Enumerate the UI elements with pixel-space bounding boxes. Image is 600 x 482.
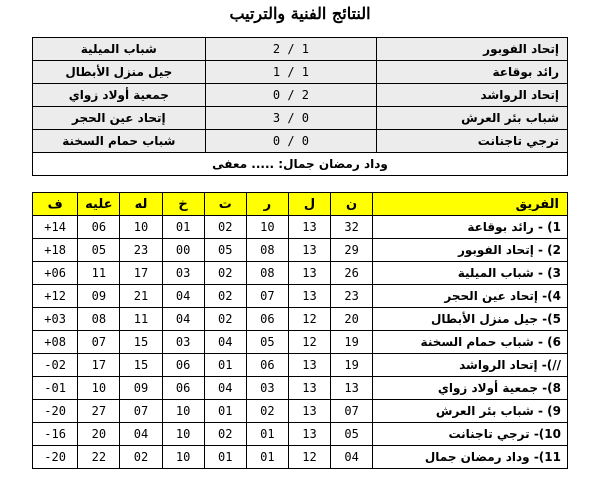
team-name: 8)- جمعية أولاد زواي <box>373 377 568 400</box>
standings-header-row <box>33 193 568 216</box>
team-name: 2) - إتحاد الفوبور <box>373 239 568 262</box>
played-cell: 13 <box>288 400 330 423</box>
goal-diff-cell: +08 <box>33 331 78 354</box>
lost-cell: 10 <box>162 446 204 469</box>
played-cell: 12 <box>288 446 330 469</box>
team-name: 9) - شباب بئر العرش <box>373 400 568 423</box>
header-drawn: ت <box>204 193 246 216</box>
header-goals-against: عليه <box>78 193 120 216</box>
header-lost: خ <box>162 193 204 216</box>
home-team: شباب بئر العرش <box>377 107 568 130</box>
away-team: شباب حمام السخنة <box>33 130 206 153</box>
goals-against-cell: 20 <box>78 423 120 446</box>
drawn-cell: 05 <box>204 239 246 262</box>
played-cell: 13 <box>288 239 330 262</box>
points-cell: 07 <box>331 400 373 423</box>
header-points: ن <box>331 193 373 216</box>
points-cell: 19 <box>331 354 373 377</box>
won-cell: 03 <box>246 377 288 400</box>
goals-for-cell: 11 <box>120 308 162 331</box>
goals-for-cell: 07 <box>120 400 162 423</box>
team-name: 11)- وداد رمضان جمال <box>373 446 568 469</box>
team-name: 1) - رائد بوقاعة <box>373 216 568 239</box>
header-played: ل <box>288 193 330 216</box>
lost-cell: 01 <box>162 216 204 239</box>
match-score: 0 / 0 <box>205 130 377 153</box>
standings-body <box>33 216 568 469</box>
header-goal-diff: ف <box>33 193 78 216</box>
played-cell: 13 <box>288 423 330 446</box>
standings-row <box>33 377 568 400</box>
goals-for-cell: 15 <box>120 354 162 377</box>
standings-row <box>33 216 568 239</box>
bye-note: وداد رمضان جمال: ..... معفى <box>33 153 568 176</box>
lost-cell: 03 <box>162 331 204 354</box>
drawn-cell: 02 <box>204 285 246 308</box>
team-name: 10)- ترجي تاجنانت <box>373 423 568 446</box>
won-cell: 06 <box>246 308 288 331</box>
played-cell: 12 <box>288 308 330 331</box>
header-team: الفريق <box>373 193 568 216</box>
lost-cell: 10 <box>162 400 204 423</box>
drawn-cell: 04 <box>204 331 246 354</box>
drawn-cell: 01 <box>204 446 246 469</box>
drawn-cell: 02 <box>204 423 246 446</box>
lost-cell: 03 <box>162 262 204 285</box>
goals-for-cell: 21 <box>120 285 162 308</box>
goal-diff-cell: +12 <box>33 285 78 308</box>
won-cell: 01 <box>246 423 288 446</box>
match-score: 1 / 1 <box>205 61 377 84</box>
away-team: إتحاد عين الحجر <box>33 107 206 130</box>
played-cell: 12 <box>288 331 330 354</box>
goal-diff-cell: -20 <box>33 400 78 423</box>
goal-diff-cell: +06 <box>33 262 78 285</box>
bye-row <box>33 153 568 176</box>
drawn-cell: 02 <box>204 262 246 285</box>
goals-for-cell: 04 <box>120 423 162 446</box>
team-name: 4)- إتحاد عين الحجر <box>373 285 568 308</box>
lost-cell: 06 <box>162 377 204 400</box>
team-name: 6) - شباب حمام السخنة <box>373 331 568 354</box>
drawn-cell: 04 <box>204 377 246 400</box>
page-title: النتائج الفنية والترتيب <box>229 4 371 23</box>
match-score: 3 / 0 <box>205 107 377 130</box>
standings-row <box>33 285 568 308</box>
lost-cell: 00 <box>162 239 204 262</box>
results-body <box>33 38 568 176</box>
result-row <box>33 61 568 84</box>
goals-for-cell: 15 <box>120 331 162 354</box>
away-team: جمعية أولاد زواي <box>33 84 206 107</box>
result-row <box>33 38 568 61</box>
drawn-cell: 01 <box>204 354 246 377</box>
goals-against-cell: 09 <box>78 285 120 308</box>
won-cell: 06 <box>246 354 288 377</box>
drawn-cell: 02 <box>204 216 246 239</box>
lost-cell: 04 <box>162 308 204 331</box>
played-cell: 13 <box>288 262 330 285</box>
won-cell: 05 <box>246 331 288 354</box>
played-cell: 13 <box>288 354 330 377</box>
goal-diff-cell: -02 <box>33 354 78 377</box>
goals-against-cell: 22 <box>78 446 120 469</box>
goals-against-cell: 07 <box>78 331 120 354</box>
won-cell: 08 <box>246 262 288 285</box>
goals-against-cell: 11 <box>78 262 120 285</box>
goal-diff-cell: +03 <box>33 308 78 331</box>
results-table <box>32 37 568 176</box>
goals-for-cell: 10 <box>120 216 162 239</box>
home-team: ترجي تاجنانت <box>377 130 568 153</box>
points-cell: 19 <box>331 331 373 354</box>
goals-against-cell: 27 <box>78 400 120 423</box>
standings-row <box>33 308 568 331</box>
goal-diff-cell: +18 <box>33 239 78 262</box>
result-row <box>33 130 568 153</box>
won-cell: 08 <box>246 239 288 262</box>
home-team: إتحاد الرواشد <box>377 84 568 107</box>
points-cell: 20 <box>331 308 373 331</box>
away-team: جيل منزل الأبطال <box>33 61 206 84</box>
won-cell: 02 <box>246 400 288 423</box>
points-cell: 32 <box>331 216 373 239</box>
away-team: شباب الميلية <box>33 38 206 61</box>
points-cell: 29 <box>331 239 373 262</box>
goals-against-cell: 08 <box>78 308 120 331</box>
standings-row <box>33 400 568 423</box>
goal-diff-cell: -01 <box>33 377 78 400</box>
goals-for-cell: 23 <box>120 239 162 262</box>
played-cell: 13 <box>288 377 330 400</box>
won-cell: 07 <box>246 285 288 308</box>
standings-table <box>32 192 568 469</box>
lost-cell: 10 <box>162 423 204 446</box>
points-cell: 04 <box>331 446 373 469</box>
goals-against-cell: 05 <box>78 239 120 262</box>
goals-for-cell: 09 <box>120 377 162 400</box>
points-cell: 13 <box>331 377 373 400</box>
lost-cell: 06 <box>162 354 204 377</box>
drawn-cell: 02 <box>204 308 246 331</box>
standings-row <box>33 354 568 377</box>
team-name: 5)- جيل منزل الأبطال <box>373 308 568 331</box>
header-goals-for: له <box>120 193 162 216</box>
match-score: 2 / 1 <box>205 38 377 61</box>
points-cell: 26 <box>331 262 373 285</box>
result-row <box>33 84 568 107</box>
goal-diff-cell: +14 <box>33 216 78 239</box>
goal-diff-cell: -20 <box>33 446 78 469</box>
lost-cell: 04 <box>162 285 204 308</box>
header-won: ر <box>246 193 288 216</box>
goals-against-cell: 06 <box>78 216 120 239</box>
played-cell: 13 <box>288 285 330 308</box>
match-score: 0 / 2 <box>205 84 377 107</box>
home-team: إتحاد الفوبور <box>377 38 568 61</box>
goals-for-cell: 17 <box>120 262 162 285</box>
standings-row <box>33 423 568 446</box>
played-cell: 13 <box>288 216 330 239</box>
drawn-cell: 01 <box>204 400 246 423</box>
goals-against-cell: 10 <box>78 377 120 400</box>
standings-row <box>33 446 568 469</box>
team-name: 3) - شباب الميلية <box>373 262 568 285</box>
won-cell: 01 <box>246 446 288 469</box>
points-cell: 05 <box>331 423 373 446</box>
goals-against-cell: 17 <box>78 354 120 377</box>
standings-row <box>33 239 568 262</box>
standings-row <box>33 262 568 285</box>
goal-diff-cell: -16 <box>33 423 78 446</box>
home-team: رائد بوقاعة <box>377 61 568 84</box>
result-row <box>33 107 568 130</box>
standings-row <box>33 331 568 354</box>
points-cell: 23 <box>331 285 373 308</box>
team-name: //)- إتحاد الرواشد <box>373 354 568 377</box>
won-cell: 10 <box>246 216 288 239</box>
goals-for-cell: 02 <box>120 446 162 469</box>
